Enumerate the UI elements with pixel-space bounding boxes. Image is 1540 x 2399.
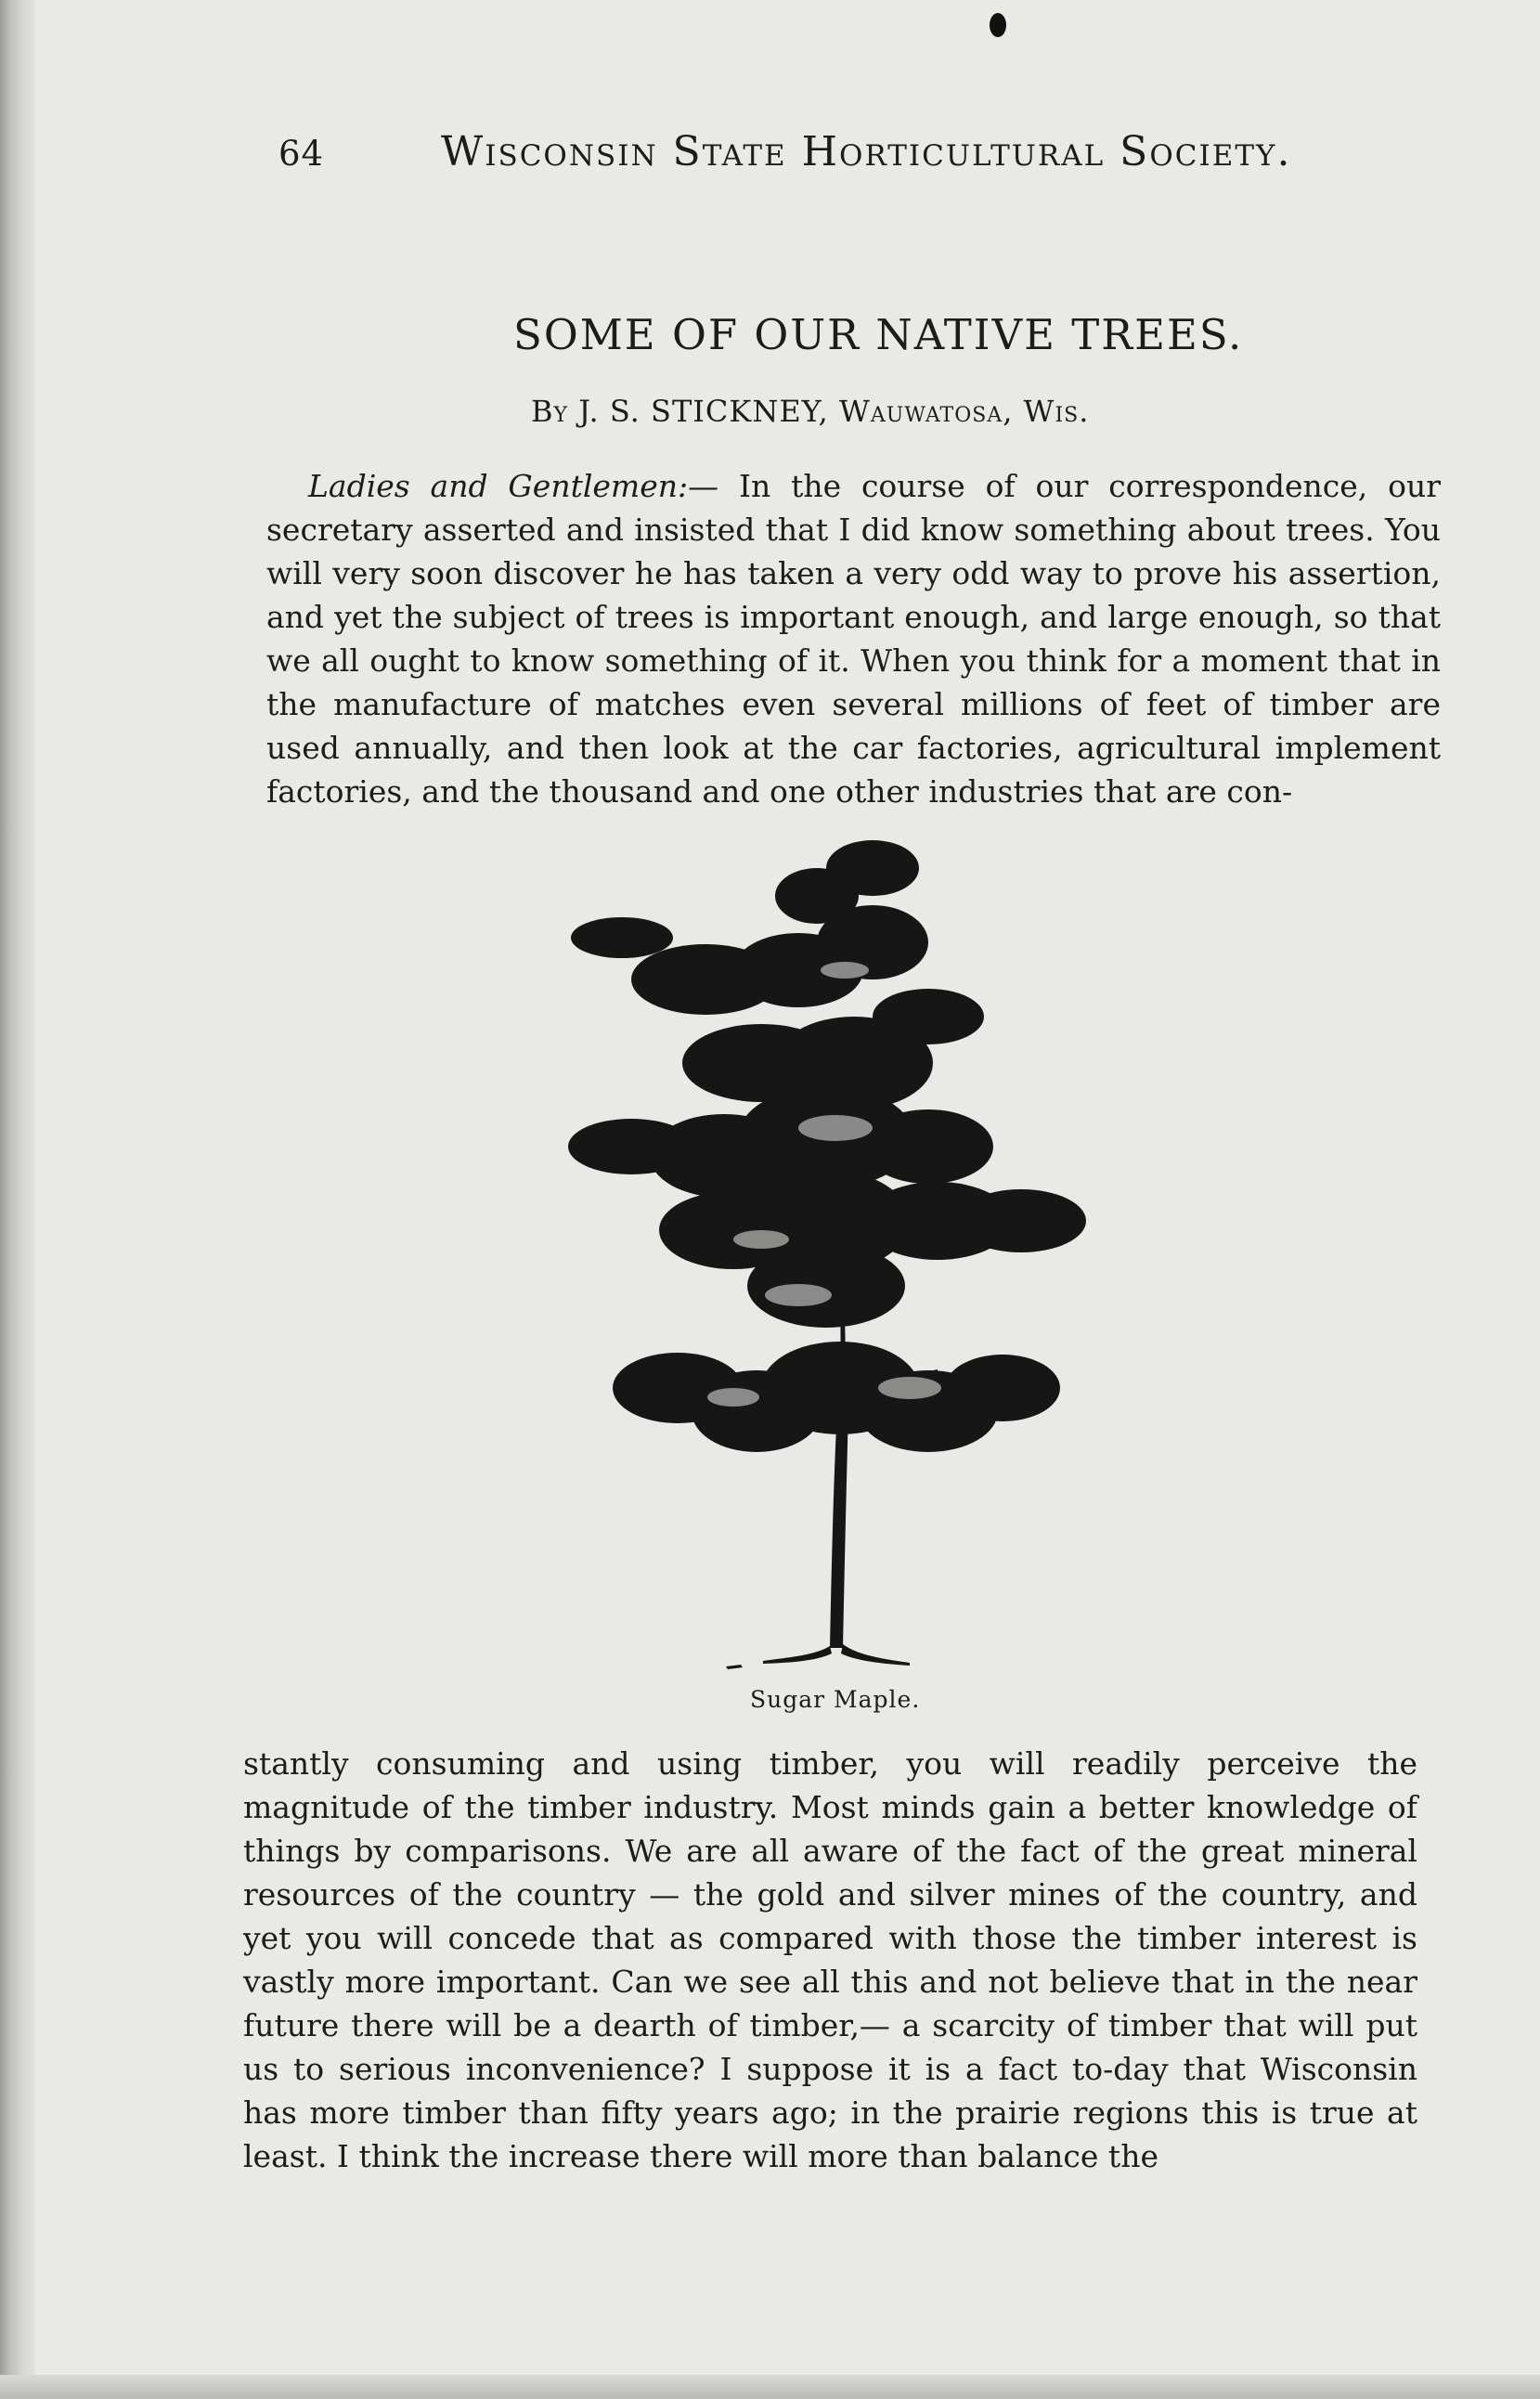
body-paragraph-2: stantly consuming and using timber, you will readily perceive the magnitude of the timber industry. Most minds gain a better knowledge of things by comparisons. We are all aware of the fact of the great mineral resources of the country — the gold and silver mines of the country, and yet you will concede that as compared with those the timber interest is vastly more important. Can we see all this and not believe that in the near future there will be a dearth of timber,— a scarcity of timber that will put us to serious inconvenience? I suppose it is a fact to-day that Wisconsin has more timber than fifty years ago; in the prairie regions this is true at least. I think the increase there will more than balance the [243,1745,1417,2174]
sugar-maple-tree-icon [520,831,1170,1685]
figure-caption: Sugar Maple. [750,1686,921,1713]
body-paragraph-1 [266,464,1441,813]
article-byline: By J. S. STICKNEY, Wauwatosa, Wis. [531,394,1090,429]
journal-title: Wisconsin State Horticultural Society. [441,128,1292,175]
page-left-edge [0,0,35,2399]
running-head [278,128,1318,184]
paragraph-1-text: In the course of our correspondence, our secretary asserted and insisted that I did know something about trees. You will very soon discover he has taken a very odd way to prove his assertion, and yet the subject of trees is important enough, and large enough, so that we all ought to know something of it. When you think for a moment that in the manufacture of matches even several millions of feet of timber are used annually, and then look at the car factories, agricultural implement factories, and the thousand and one other industries that are con- [266,468,1441,810]
ink-spot [990,13,1006,37]
page-number: 64 [278,134,325,174]
article-title: SOME OF OUR NATIVE TREES. [513,310,1244,359]
salutation: Ladies and Gentlemen:— [308,468,719,504]
page-bottom-edge [0,2375,1540,2399]
